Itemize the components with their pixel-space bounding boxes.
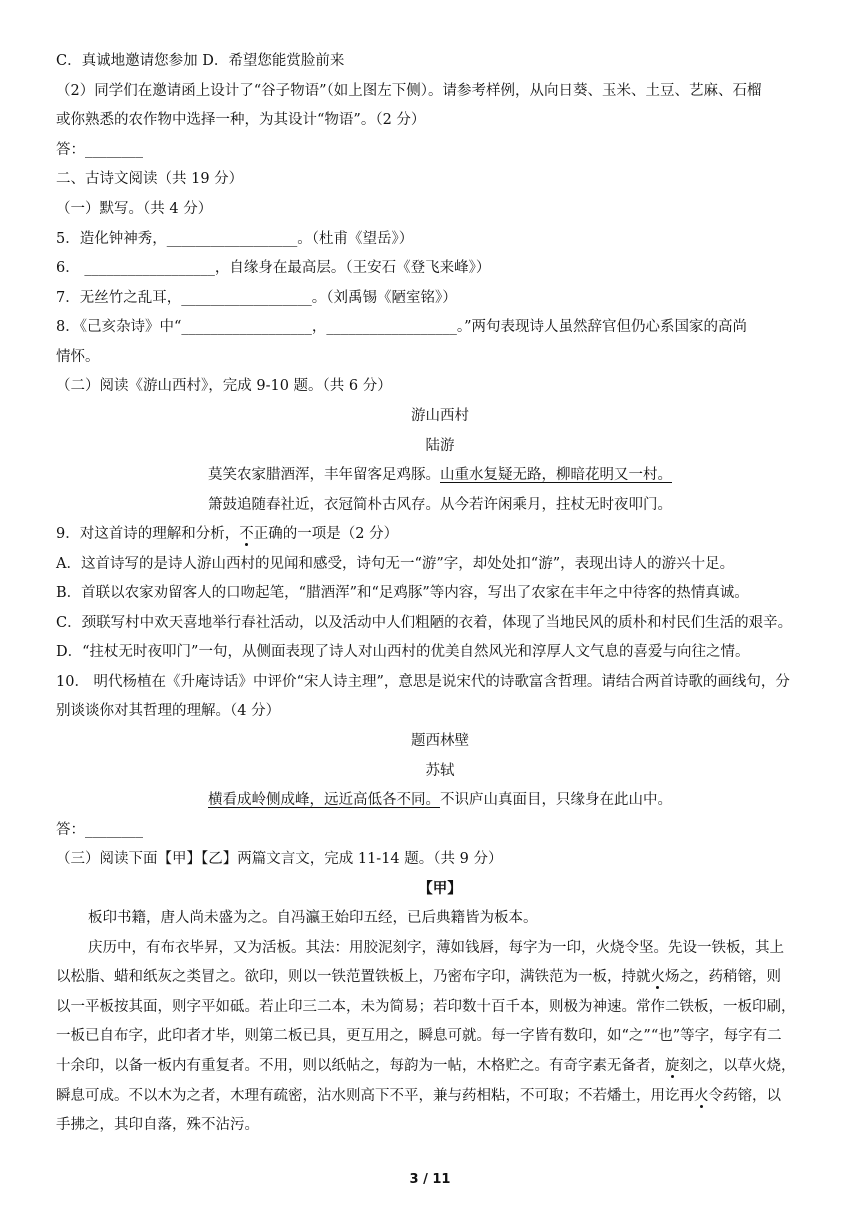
passage-line bbox=[56, 968, 824, 986]
dotted-char: 火 bbox=[650, 969, 665, 985]
dotted-char: 旋 bbox=[665, 1058, 680, 1074]
poem-title: 题西林壁 bbox=[411, 733, 469, 749]
underlined-poem-text: 山重水复疑无路，柳暗花明又一村。 bbox=[440, 467, 672, 483]
passage-line: 手拂之，其印自落，殊不沾污。 bbox=[56, 1117, 259, 1133]
option-a: A．这首诗写的是诗人游山西村的见闻和感受，诗句无一“游”字，却处处扣“游”，表现出诗人的游兴十足。 bbox=[56, 556, 735, 572]
question-6: 6． __________________，自缘身在最高层。（王安石《登飞来峰》） bbox=[56, 260, 491, 276]
passage-line bbox=[56, 1087, 824, 1105]
poem-line bbox=[56, 466, 824, 484]
text-line: 别谈谈你对其哲理的理解。（4 分） bbox=[56, 703, 281, 719]
question-5: 5．造化钟神秀，__________________。（杜甫《望岳》） bbox=[56, 231, 414, 247]
poem-title: 游山西村 bbox=[411, 408, 469, 424]
option-b: B．首联以农家劝留客人的口吻起笔，“腊酒浑”和“足鸡豚”等内容，写出了农家在丰年之中待客的热情真诚。 bbox=[56, 585, 749, 601]
question-8: 8．《己亥杂诗》中“__________________，__________________。”两句表现诗人虽然辞官但仍心系国家的高尚 bbox=[56, 319, 748, 335]
passage-text: 以松脂、蜡和纸灰之类冒之。欲印，则以一铁范置铁板上，乃密布字印，满铁范为一板，持就 bbox=[56, 969, 651, 985]
text-line: 或你熟悉的农作物中选择一种，为其设计“物语”。（2 分） bbox=[56, 112, 426, 128]
text-line: （2）同学们在邀请函上设计了“谷子物语”（如上图左下侧）。请参考样例，从向日葵、玉米、土豆、艺麻、石榴 bbox=[56, 83, 762, 99]
passage-paragraph: 板印书籍，唐人尚未盛为之。自冯瀛王始印五经，已后典籍皆为板本。 bbox=[88, 910, 538, 926]
question-text: 9．对这首诗的理解和分析， bbox=[56, 526, 240, 542]
answer-line: 答：________ bbox=[56, 142, 143, 158]
subsection-heading: （三）阅读下面【甲】【乙】两篇文言文，完成 11-14 题。（共 9 分） bbox=[56, 851, 503, 867]
passage-paragraph: 庆历中，有布衣毕昇，又为活板。其法：用胶泥刻字，薄如钱唇，每字为一印，火烧令坚。先设一铁板，其上 bbox=[88, 940, 784, 956]
passage-text: 令药镕，以 bbox=[708, 1088, 781, 1104]
passage-text: 十余印，以备一板内有重复者。不用，则以纸帖之，每韵为一帖，木格贮之。有奇字素无备者， bbox=[56, 1058, 665, 1074]
passage-line bbox=[56, 1057, 824, 1075]
passage-line: 以一平板按其面，则字平如砥。若止印三二本，未为简易；若印数十百千本，则极为神速。常作二铁板，一板印刷， bbox=[56, 999, 796, 1015]
passage-text: 炀之，药稍镕，则 bbox=[665, 969, 781, 985]
question-10: 10． 明代杨植在《升庵诗话》中评价“宋人诗主理”，意思是说宋代的诗歌富含哲理。请结合两首诗歌的画线句，分 bbox=[56, 674, 790, 690]
answer-line: 答：________ bbox=[56, 822, 143, 838]
question-9 bbox=[56, 525, 824, 543]
poem-author: 苏轼 bbox=[425, 763, 455, 779]
passage-line: 一板已自布字，此印者才毕，则第二板已具，更互用之，瞬息可就。每一字皆有数印，如“之”“也”等字，每字有二 bbox=[56, 1028, 782, 1044]
passage-text: 刻之，以草火烧， bbox=[679, 1058, 796, 1074]
option-d: D．“拄杖无时夜叩门”一句，从侧面表现了诗人对山西村的优美自然风光和淳厚人文气息的喜爱与向往之情。 bbox=[56, 644, 750, 660]
subsection-heading: （一）默写。（共 4 分） bbox=[56, 201, 213, 217]
poem-text: 不识庐山真面目，只缘身在此山中。 bbox=[440, 792, 672, 808]
poem-author: 陆游 bbox=[425, 438, 455, 454]
passage-text: 瞬息可成。不以木为之者，木理有疏密，沾水则高下不平，兼与药相粘，不可取；不若燔土，用讫再 bbox=[56, 1088, 694, 1104]
poem-line bbox=[56, 791, 824, 809]
section-heading: 二、古诗文阅读（共 19 分） bbox=[56, 171, 244, 187]
question-text: 的一项是（2 分） bbox=[282, 526, 399, 542]
question-7: 7．无丝竹之乱耳，__________________。（刘禹锡《陋室铭》） bbox=[56, 290, 457, 306]
poem-text: 莫笑农家腊酒浑，丰年留客足鸡豚。 bbox=[208, 467, 440, 483]
page-number: 3 / 11 bbox=[409, 1172, 451, 1187]
dotted-char: 火 bbox=[694, 1088, 709, 1104]
passage-label: 【甲】 bbox=[418, 880, 462, 897]
poem-line: 箫鼓追随春社近，衣冠简朴古风存。从今若许闲乘月，拄杖无时夜叩门。 bbox=[208, 497, 672, 513]
text-line: 情怀。 bbox=[56, 349, 100, 365]
text-line: C．真诚地邀请您参加 D．希望您能赏脸前来 bbox=[56, 53, 345, 69]
subsection-heading: （二）阅读《游山西村》，完成 9-10 题。（共 6 分） bbox=[56, 378, 392, 394]
emphasis-text: 不正确 bbox=[239, 526, 283, 542]
option-c: C．颈联写村中欢天喜地举行春社活动，以及活动中人们粗陋的衣着，体现了当地民风的质朴和村民们生活的艰辛。 bbox=[56, 615, 793, 631]
underlined-poem-text: 横看成岭侧成峰，远近高低各不同。 bbox=[208, 792, 440, 808]
